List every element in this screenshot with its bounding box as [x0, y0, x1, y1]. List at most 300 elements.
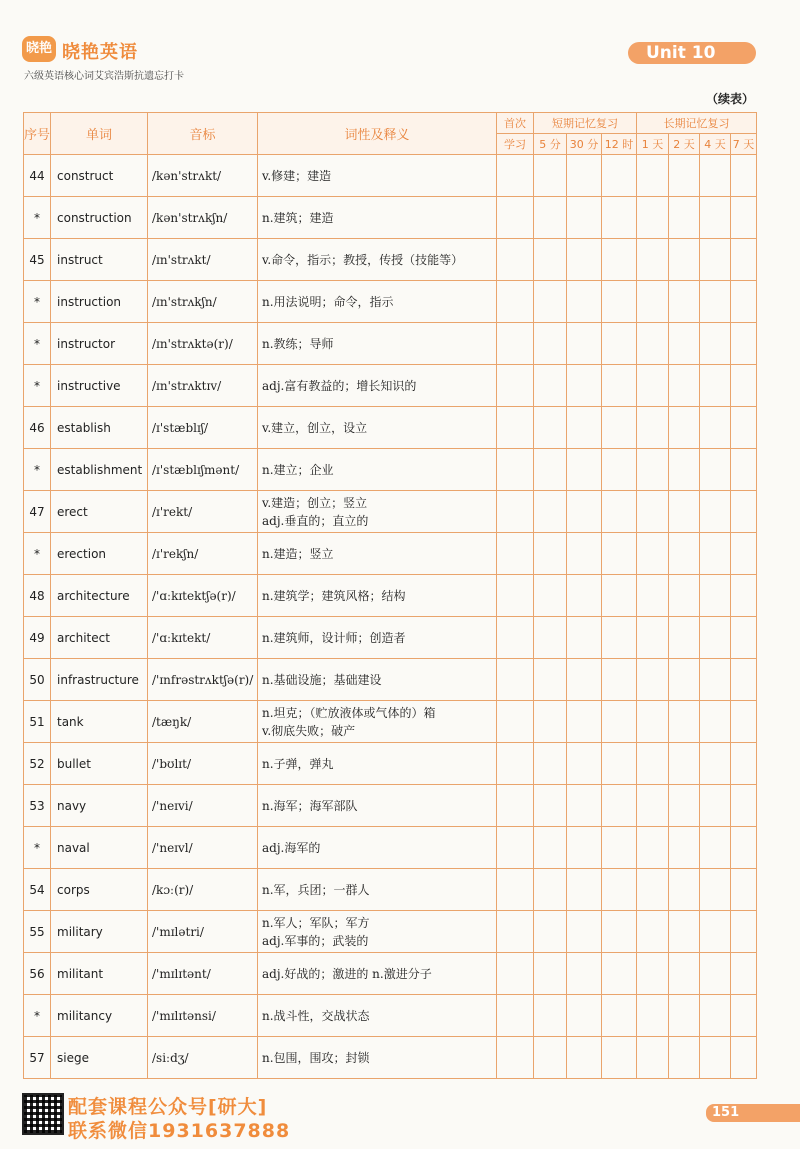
- review-checkbox-cell[interactable]: [534, 365, 567, 407]
- row-word: naval: [51, 827, 148, 869]
- review-checkbox-cell[interactable]: [669, 155, 700, 197]
- review-checkbox-cell[interactable]: [497, 869, 534, 911]
- row-definition: [258, 323, 497, 365]
- row-word: erection: [51, 533, 148, 575]
- row-word: architect: [51, 617, 148, 659]
- review-checkbox-cell[interactable]: [731, 575, 757, 617]
- review-checkbox-cell[interactable]: [567, 365, 602, 407]
- col-header-first-study-top: 首次: [497, 113, 534, 134]
- review-checkbox-cell[interactable]: [602, 953, 637, 995]
- definition-line: v.命令，指示；教授，传授（技能等）: [262, 252, 464, 267]
- review-checkbox-cell[interactable]: [669, 617, 700, 659]
- review-checkbox-cell[interactable]: [534, 617, 567, 659]
- row-phonetic: /'ɑːkɪtektʃə(r)/: [148, 575, 258, 617]
- review-checkbox-cell[interactable]: [637, 743, 669, 785]
- review-checkbox-cell[interactable]: [731, 701, 757, 743]
- row-definition: [258, 155, 497, 197]
- review-checkbox-cell[interactable]: [567, 827, 602, 869]
- col-header-2day: 2 天: [669, 134, 700, 155]
- definition-line: n.军人；军队；军方: [262, 915, 370, 930]
- row-definition: [258, 911, 497, 953]
- table-row: [24, 365, 757, 407]
- review-checkbox-cell[interactable]: [534, 533, 567, 575]
- col-header-12h: 12 时: [602, 134, 637, 155]
- review-checkbox-cell[interactable]: [637, 1037, 669, 1079]
- row-definition: [258, 617, 497, 659]
- review-checkbox-cell[interactable]: [602, 197, 637, 239]
- table-row: [24, 617, 757, 659]
- row-definition: [258, 449, 497, 491]
- row-definition: [258, 1037, 497, 1079]
- review-checkbox-cell[interactable]: [700, 743, 731, 785]
- row-number: *: [24, 533, 51, 575]
- col-header-first-study-bottom: 学习: [497, 134, 534, 155]
- review-checkbox-cell[interactable]: [637, 197, 669, 239]
- review-checkbox-cell[interactable]: [534, 995, 567, 1037]
- review-checkbox-cell[interactable]: [637, 869, 669, 911]
- definition-line: n.建立；企业: [262, 462, 334, 477]
- row-definition: [258, 869, 497, 911]
- review-checkbox-cell[interactable]: [637, 239, 669, 281]
- row-definition: [258, 953, 497, 995]
- review-checkbox-cell[interactable]: [534, 491, 567, 533]
- review-checkbox-cell[interactable]: [602, 323, 637, 365]
- review-checkbox-cell[interactable]: [602, 617, 637, 659]
- review-checkbox-cell[interactable]: [534, 449, 567, 491]
- review-checkbox-cell[interactable]: [602, 911, 637, 953]
- row-word: construction: [51, 197, 148, 239]
- row-definition: [258, 575, 497, 617]
- review-checkbox-cell[interactable]: [669, 701, 700, 743]
- review-checkbox-cell[interactable]: [669, 281, 700, 323]
- review-checkbox-cell[interactable]: [669, 365, 700, 407]
- col-header-1day: 1 天: [637, 134, 669, 155]
- review-checkbox-cell[interactable]: [669, 533, 700, 575]
- definition-line: v.修建；建造: [262, 168, 332, 183]
- review-checkbox-cell[interactable]: [534, 239, 567, 281]
- review-checkbox-cell[interactable]: [497, 365, 534, 407]
- review-checkbox-cell[interactable]: [497, 407, 534, 449]
- review-checkbox-cell[interactable]: [567, 659, 602, 701]
- row-definition: [258, 239, 497, 281]
- definition-line: v.彻底失败；破产: [262, 723, 356, 738]
- review-checkbox-cell[interactable]: [731, 155, 757, 197]
- review-checkbox-cell[interactable]: [497, 785, 534, 827]
- review-checkbox-cell[interactable]: [637, 533, 669, 575]
- review-checkbox-cell[interactable]: [497, 1037, 534, 1079]
- review-checkbox-cell[interactable]: [497, 197, 534, 239]
- review-checkbox-cell[interactable]: [497, 575, 534, 617]
- row-number: *: [24, 281, 51, 323]
- review-checkbox-cell[interactable]: [567, 491, 602, 533]
- row-number: *: [24, 449, 51, 491]
- review-checkbox-cell[interactable]: [700, 659, 731, 701]
- review-checkbox-cell[interactable]: [567, 701, 602, 743]
- row-word: instruct: [51, 239, 148, 281]
- review-checkbox-cell[interactable]: [700, 1037, 731, 1079]
- review-checkbox-cell[interactable]: [637, 575, 669, 617]
- col-header-30min: 30 分: [567, 134, 602, 155]
- review-checkbox-cell[interactable]: [637, 953, 669, 995]
- review-checkbox-cell[interactable]: [700, 407, 731, 449]
- review-checkbox-cell[interactable]: [669, 323, 700, 365]
- review-checkbox-cell[interactable]: [669, 827, 700, 869]
- review-checkbox-cell[interactable]: [669, 197, 700, 239]
- review-checkbox-cell[interactable]: [731, 659, 757, 701]
- row-number: 48: [24, 575, 51, 617]
- review-checkbox-cell[interactable]: [534, 911, 567, 953]
- unit-label: Unit 10: [628, 42, 756, 64]
- review-checkbox-cell[interactable]: [497, 281, 534, 323]
- review-checkbox-cell[interactable]: [637, 449, 669, 491]
- review-checkbox-cell[interactable]: [567, 449, 602, 491]
- row-phonetic: /ɪ'stæblɪʃ/: [148, 407, 258, 449]
- review-checkbox-cell[interactable]: [669, 1037, 700, 1079]
- row-phonetic: /'mɪlɪtənsi/: [148, 995, 258, 1037]
- review-checkbox-cell[interactable]: [602, 491, 637, 533]
- review-checkbox-cell[interactable]: [497, 743, 534, 785]
- table-row: [24, 323, 757, 365]
- col-header-no: 序号: [24, 113, 51, 155]
- review-checkbox-cell[interactable]: [567, 323, 602, 365]
- definition-line: n.建造；竖立: [262, 546, 334, 561]
- row-word: militant: [51, 953, 148, 995]
- review-checkbox-cell[interactable]: [669, 911, 700, 953]
- row-phonetic: /kən'strʌkt/: [148, 155, 258, 197]
- definition-line: adj.海军的: [262, 840, 321, 855]
- review-checkbox-cell[interactable]: [497, 701, 534, 743]
- review-checkbox-cell[interactable]: [567, 785, 602, 827]
- row-word: establish: [51, 407, 148, 449]
- row-number: 45: [24, 239, 51, 281]
- review-checkbox-cell[interactable]: [731, 449, 757, 491]
- review-checkbox-cell[interactable]: [669, 491, 700, 533]
- review-checkbox-cell[interactable]: [602, 155, 637, 197]
- review-checkbox-cell[interactable]: [497, 617, 534, 659]
- review-checkbox-cell[interactable]: [637, 407, 669, 449]
- review-checkbox-cell[interactable]: [497, 155, 534, 197]
- row-definition: [258, 407, 497, 449]
- review-checkbox-cell[interactable]: [731, 281, 757, 323]
- review-checkbox-cell[interactable]: [669, 407, 700, 449]
- row-number: 49: [24, 617, 51, 659]
- row-phonetic: /ɪ'stæblɪʃmənt/: [148, 449, 258, 491]
- review-checkbox-cell[interactable]: [534, 743, 567, 785]
- review-checkbox-cell[interactable]: [497, 239, 534, 281]
- review-checkbox-cell[interactable]: [700, 869, 731, 911]
- review-checkbox-cell[interactable]: [567, 1037, 602, 1079]
- review-checkbox-cell[interactable]: [497, 449, 534, 491]
- table-row: [24, 449, 757, 491]
- review-checkbox-cell[interactable]: [534, 701, 567, 743]
- review-checkbox-cell[interactable]: [534, 407, 567, 449]
- review-checkbox-cell[interactable]: [731, 323, 757, 365]
- review-checkbox-cell[interactable]: [534, 323, 567, 365]
- review-checkbox-cell[interactable]: [700, 953, 731, 995]
- review-checkbox-cell[interactable]: [731, 1037, 757, 1079]
- review-checkbox-cell[interactable]: [567, 407, 602, 449]
- row-phonetic: /ɪ'rekʃn/: [148, 533, 258, 575]
- row-phonetic: /ɪn'strʌktə(r)/: [148, 323, 258, 365]
- review-checkbox-cell[interactable]: [567, 911, 602, 953]
- review-checkbox-cell[interactable]: [602, 995, 637, 1037]
- row-number: 56: [24, 953, 51, 995]
- review-checkbox-cell[interactable]: [700, 911, 731, 953]
- review-checkbox-cell[interactable]: [700, 617, 731, 659]
- review-checkbox-cell[interactable]: [602, 869, 637, 911]
- review-checkbox-cell[interactable]: [637, 701, 669, 743]
- row-word: militancy: [51, 995, 148, 1037]
- definition-line: adj.富有教益的；增长知识的: [262, 378, 417, 393]
- row-phonetic: /'neɪvi/: [148, 785, 258, 827]
- table-row: [24, 827, 757, 869]
- review-checkbox-cell[interactable]: [669, 953, 700, 995]
- review-checkbox-cell[interactable]: [700, 239, 731, 281]
- row-number: *: [24, 197, 51, 239]
- brand-name: 晓艳英语: [62, 42, 138, 63]
- review-checkbox-cell[interactable]: [700, 281, 731, 323]
- review-checkbox-cell[interactable]: [700, 491, 731, 533]
- row-phonetic: /'neɪvl/: [148, 827, 258, 869]
- table-row: [24, 701, 757, 743]
- review-checkbox-cell[interactable]: [731, 197, 757, 239]
- review-checkbox-cell[interactable]: [731, 239, 757, 281]
- review-checkbox-cell[interactable]: [567, 239, 602, 281]
- col-header-7day: 7 天: [731, 134, 757, 155]
- row-number: 44: [24, 155, 51, 197]
- review-checkbox-cell[interactable]: [700, 785, 731, 827]
- row-phonetic: /tæŋk/: [148, 701, 258, 743]
- review-checkbox-cell[interactable]: [731, 407, 757, 449]
- review-checkbox-cell[interactable]: [637, 491, 669, 533]
- definition-line: v.建立，创立，设立: [262, 420, 368, 435]
- review-checkbox-cell[interactable]: [497, 323, 534, 365]
- row-word: instructor: [51, 323, 148, 365]
- review-checkbox-cell[interactable]: [602, 659, 637, 701]
- table-row: [24, 785, 757, 827]
- row-number: 46: [24, 407, 51, 449]
- table-row: [24, 869, 757, 911]
- row-word: instruction: [51, 281, 148, 323]
- table-row: [24, 659, 757, 701]
- review-checkbox-cell[interactable]: [669, 869, 700, 911]
- review-checkbox-cell[interactable]: [637, 155, 669, 197]
- review-checkbox-cell[interactable]: [731, 617, 757, 659]
- review-checkbox-cell[interactable]: [669, 239, 700, 281]
- review-checkbox-cell[interactable]: [567, 743, 602, 785]
- row-word: architecture: [51, 575, 148, 617]
- row-word: erect: [51, 491, 148, 533]
- definition-line: adj.好战的；激进的 n.激进分子: [262, 966, 432, 981]
- review-checkbox-cell[interactable]: [669, 659, 700, 701]
- review-checkbox-cell[interactable]: [700, 533, 731, 575]
- row-word: instructive: [51, 365, 148, 407]
- review-checkbox-cell[interactable]: [497, 491, 534, 533]
- review-checkbox-cell[interactable]: [567, 197, 602, 239]
- vocabulary-table: [23, 112, 757, 1079]
- promo-line-1: 配套课程公众号[研大]: [68, 1096, 268, 1118]
- row-phonetic: /'mɪlətri/: [148, 911, 258, 953]
- row-phonetic: /ɪn'strʌkʃn/: [148, 281, 258, 323]
- review-checkbox-cell[interactable]: [534, 827, 567, 869]
- review-checkbox-cell[interactable]: [567, 281, 602, 323]
- review-checkbox-cell[interactable]: [731, 995, 757, 1037]
- review-checkbox-cell[interactable]: [731, 533, 757, 575]
- definition-line: adj.垂直的；直立的: [262, 513, 369, 528]
- col-header-definition: 词性及释义: [258, 113, 497, 155]
- review-checkbox-cell[interactable]: [602, 449, 637, 491]
- review-checkbox-cell[interactable]: [567, 575, 602, 617]
- review-checkbox-cell[interactable]: [602, 239, 637, 281]
- review-checkbox-cell[interactable]: [669, 995, 700, 1037]
- review-checkbox-cell[interactable]: [602, 827, 637, 869]
- review-checkbox-cell[interactable]: [731, 953, 757, 995]
- row-definition: [258, 785, 497, 827]
- table-row: [24, 491, 757, 533]
- review-checkbox-cell[interactable]: [731, 827, 757, 869]
- definition-line: n.军，兵团；一群人: [262, 882, 370, 897]
- review-checkbox-cell[interactable]: [637, 617, 669, 659]
- row-phonetic: /'mɪlɪtənt/: [148, 953, 258, 995]
- review-checkbox-cell[interactable]: [602, 785, 637, 827]
- definition-line: n.用法说明；命令，指示: [262, 294, 394, 309]
- definition-line: n.建筑；建造: [262, 210, 334, 225]
- row-definition: [258, 659, 497, 701]
- table-row: [24, 575, 757, 617]
- review-checkbox-cell[interactable]: [731, 911, 757, 953]
- review-checkbox-cell[interactable]: [731, 785, 757, 827]
- review-checkbox-cell[interactable]: [700, 701, 731, 743]
- row-word: construct: [51, 155, 148, 197]
- review-checkbox-cell[interactable]: [602, 281, 637, 323]
- row-definition: [258, 197, 497, 239]
- row-word: navy: [51, 785, 148, 827]
- review-checkbox-cell[interactable]: [534, 281, 567, 323]
- review-checkbox-cell[interactable]: [534, 659, 567, 701]
- table-row: [24, 743, 757, 785]
- page-header: [0, 0, 800, 110]
- row-phonetic: /siːdʒ/: [148, 1037, 258, 1079]
- review-checkbox-cell[interactable]: [567, 995, 602, 1037]
- review-checkbox-cell[interactable]: [534, 1037, 567, 1079]
- table-row: [24, 995, 757, 1037]
- row-phonetic: /ɪn'strʌkt/: [148, 239, 258, 281]
- review-checkbox-cell[interactable]: [534, 197, 567, 239]
- review-checkbox-cell[interactable]: [700, 449, 731, 491]
- definition-line: n.教练；导师: [262, 336, 334, 351]
- review-checkbox-cell[interactable]: [637, 911, 669, 953]
- row-number: 47: [24, 491, 51, 533]
- review-checkbox-cell[interactable]: [700, 197, 731, 239]
- table-row: [24, 281, 757, 323]
- review-checkbox-cell[interactable]: [669, 575, 700, 617]
- review-checkbox-cell[interactable]: [567, 953, 602, 995]
- review-checkbox-cell[interactable]: [602, 407, 637, 449]
- review-checkbox-cell[interactable]: [497, 953, 534, 995]
- row-phonetic: /ɪ'rekt/: [148, 491, 258, 533]
- review-checkbox-cell[interactable]: [567, 533, 602, 575]
- row-definition: [258, 533, 497, 575]
- review-checkbox-cell[interactable]: [637, 281, 669, 323]
- review-checkbox-cell[interactable]: [497, 827, 534, 869]
- review-checkbox-cell[interactable]: [637, 995, 669, 1037]
- review-checkbox-cell[interactable]: [602, 533, 637, 575]
- table-row: [24, 197, 757, 239]
- col-header-5min: 5 分: [534, 134, 567, 155]
- row-definition: [258, 743, 497, 785]
- review-checkbox-cell[interactable]: [567, 869, 602, 911]
- definition-line: n.基础设施；基础建设: [262, 672, 382, 687]
- review-checkbox-cell[interactable]: [534, 155, 567, 197]
- review-checkbox-cell[interactable]: [700, 827, 731, 869]
- row-number: 54: [24, 869, 51, 911]
- review-checkbox-cell[interactable]: [602, 575, 637, 617]
- row-definition: [258, 365, 497, 407]
- review-checkbox-cell[interactable]: [567, 617, 602, 659]
- review-checkbox-cell[interactable]: [637, 659, 669, 701]
- col-header-4day: 4 天: [700, 134, 731, 155]
- review-checkbox-cell[interactable]: [534, 869, 567, 911]
- review-checkbox-cell[interactable]: [700, 323, 731, 365]
- review-checkbox-cell[interactable]: [700, 155, 731, 197]
- review-checkbox-cell[interactable]: [700, 995, 731, 1037]
- review-checkbox-cell[interactable]: [669, 743, 700, 785]
- definition-line: n.建筑师，设计师；创造者: [262, 630, 406, 645]
- row-word: corps: [51, 869, 148, 911]
- review-checkbox-cell[interactable]: [637, 365, 669, 407]
- row-number: *: [24, 323, 51, 365]
- review-checkbox-cell[interactable]: [637, 827, 669, 869]
- brand-logo: 晓艳: [22, 36, 56, 62]
- definition-line: n.海军；海军部队: [262, 798, 358, 813]
- row-number: 52: [24, 743, 51, 785]
- review-checkbox-cell[interactable]: [602, 365, 637, 407]
- row-phonetic: /kən'strʌkʃn/: [148, 197, 258, 239]
- review-checkbox-cell[interactable]: [497, 995, 534, 1037]
- review-checkbox-cell[interactable]: [602, 701, 637, 743]
- review-checkbox-cell[interactable]: [602, 1037, 637, 1079]
- definition-line: adj.军事的；武装的: [262, 933, 369, 948]
- table-row: [24, 911, 757, 953]
- review-checkbox-cell[interactable]: [700, 365, 731, 407]
- review-checkbox-cell[interactable]: [567, 155, 602, 197]
- row-phonetic: /kɔː(r)/: [148, 869, 258, 911]
- table-row: [24, 155, 757, 197]
- row-phonetic: /'ɪnfrəstrʌktʃə(r)/: [148, 659, 258, 701]
- promo-line-2: 联系微信1931637888: [68, 1120, 291, 1142]
- review-checkbox-cell[interactable]: [497, 659, 534, 701]
- review-checkbox-cell[interactable]: [534, 953, 567, 995]
- review-checkbox-cell[interactable]: [700, 575, 731, 617]
- row-phonetic: /ɪn'strʌktɪv/: [148, 365, 258, 407]
- col-header-word: 单词: [51, 113, 148, 155]
- review-checkbox-cell[interactable]: [534, 575, 567, 617]
- review-checkbox-cell[interactable]: [731, 869, 757, 911]
- review-checkbox-cell[interactable]: [731, 743, 757, 785]
- review-checkbox-cell[interactable]: [731, 491, 757, 533]
- row-number: *: [24, 365, 51, 407]
- review-checkbox-cell[interactable]: [637, 785, 669, 827]
- review-checkbox-cell[interactable]: [497, 533, 534, 575]
- review-checkbox-cell[interactable]: [497, 911, 534, 953]
- review-checkbox-cell[interactable]: [731, 365, 757, 407]
- review-checkbox-cell[interactable]: [669, 785, 700, 827]
- review-checkbox-cell[interactable]: [637, 323, 669, 365]
- review-checkbox-cell[interactable]: [602, 743, 637, 785]
- review-checkbox-cell[interactable]: [669, 449, 700, 491]
- review-checkbox-cell[interactable]: [534, 785, 567, 827]
- col-header-ipa: 音标: [148, 113, 258, 155]
